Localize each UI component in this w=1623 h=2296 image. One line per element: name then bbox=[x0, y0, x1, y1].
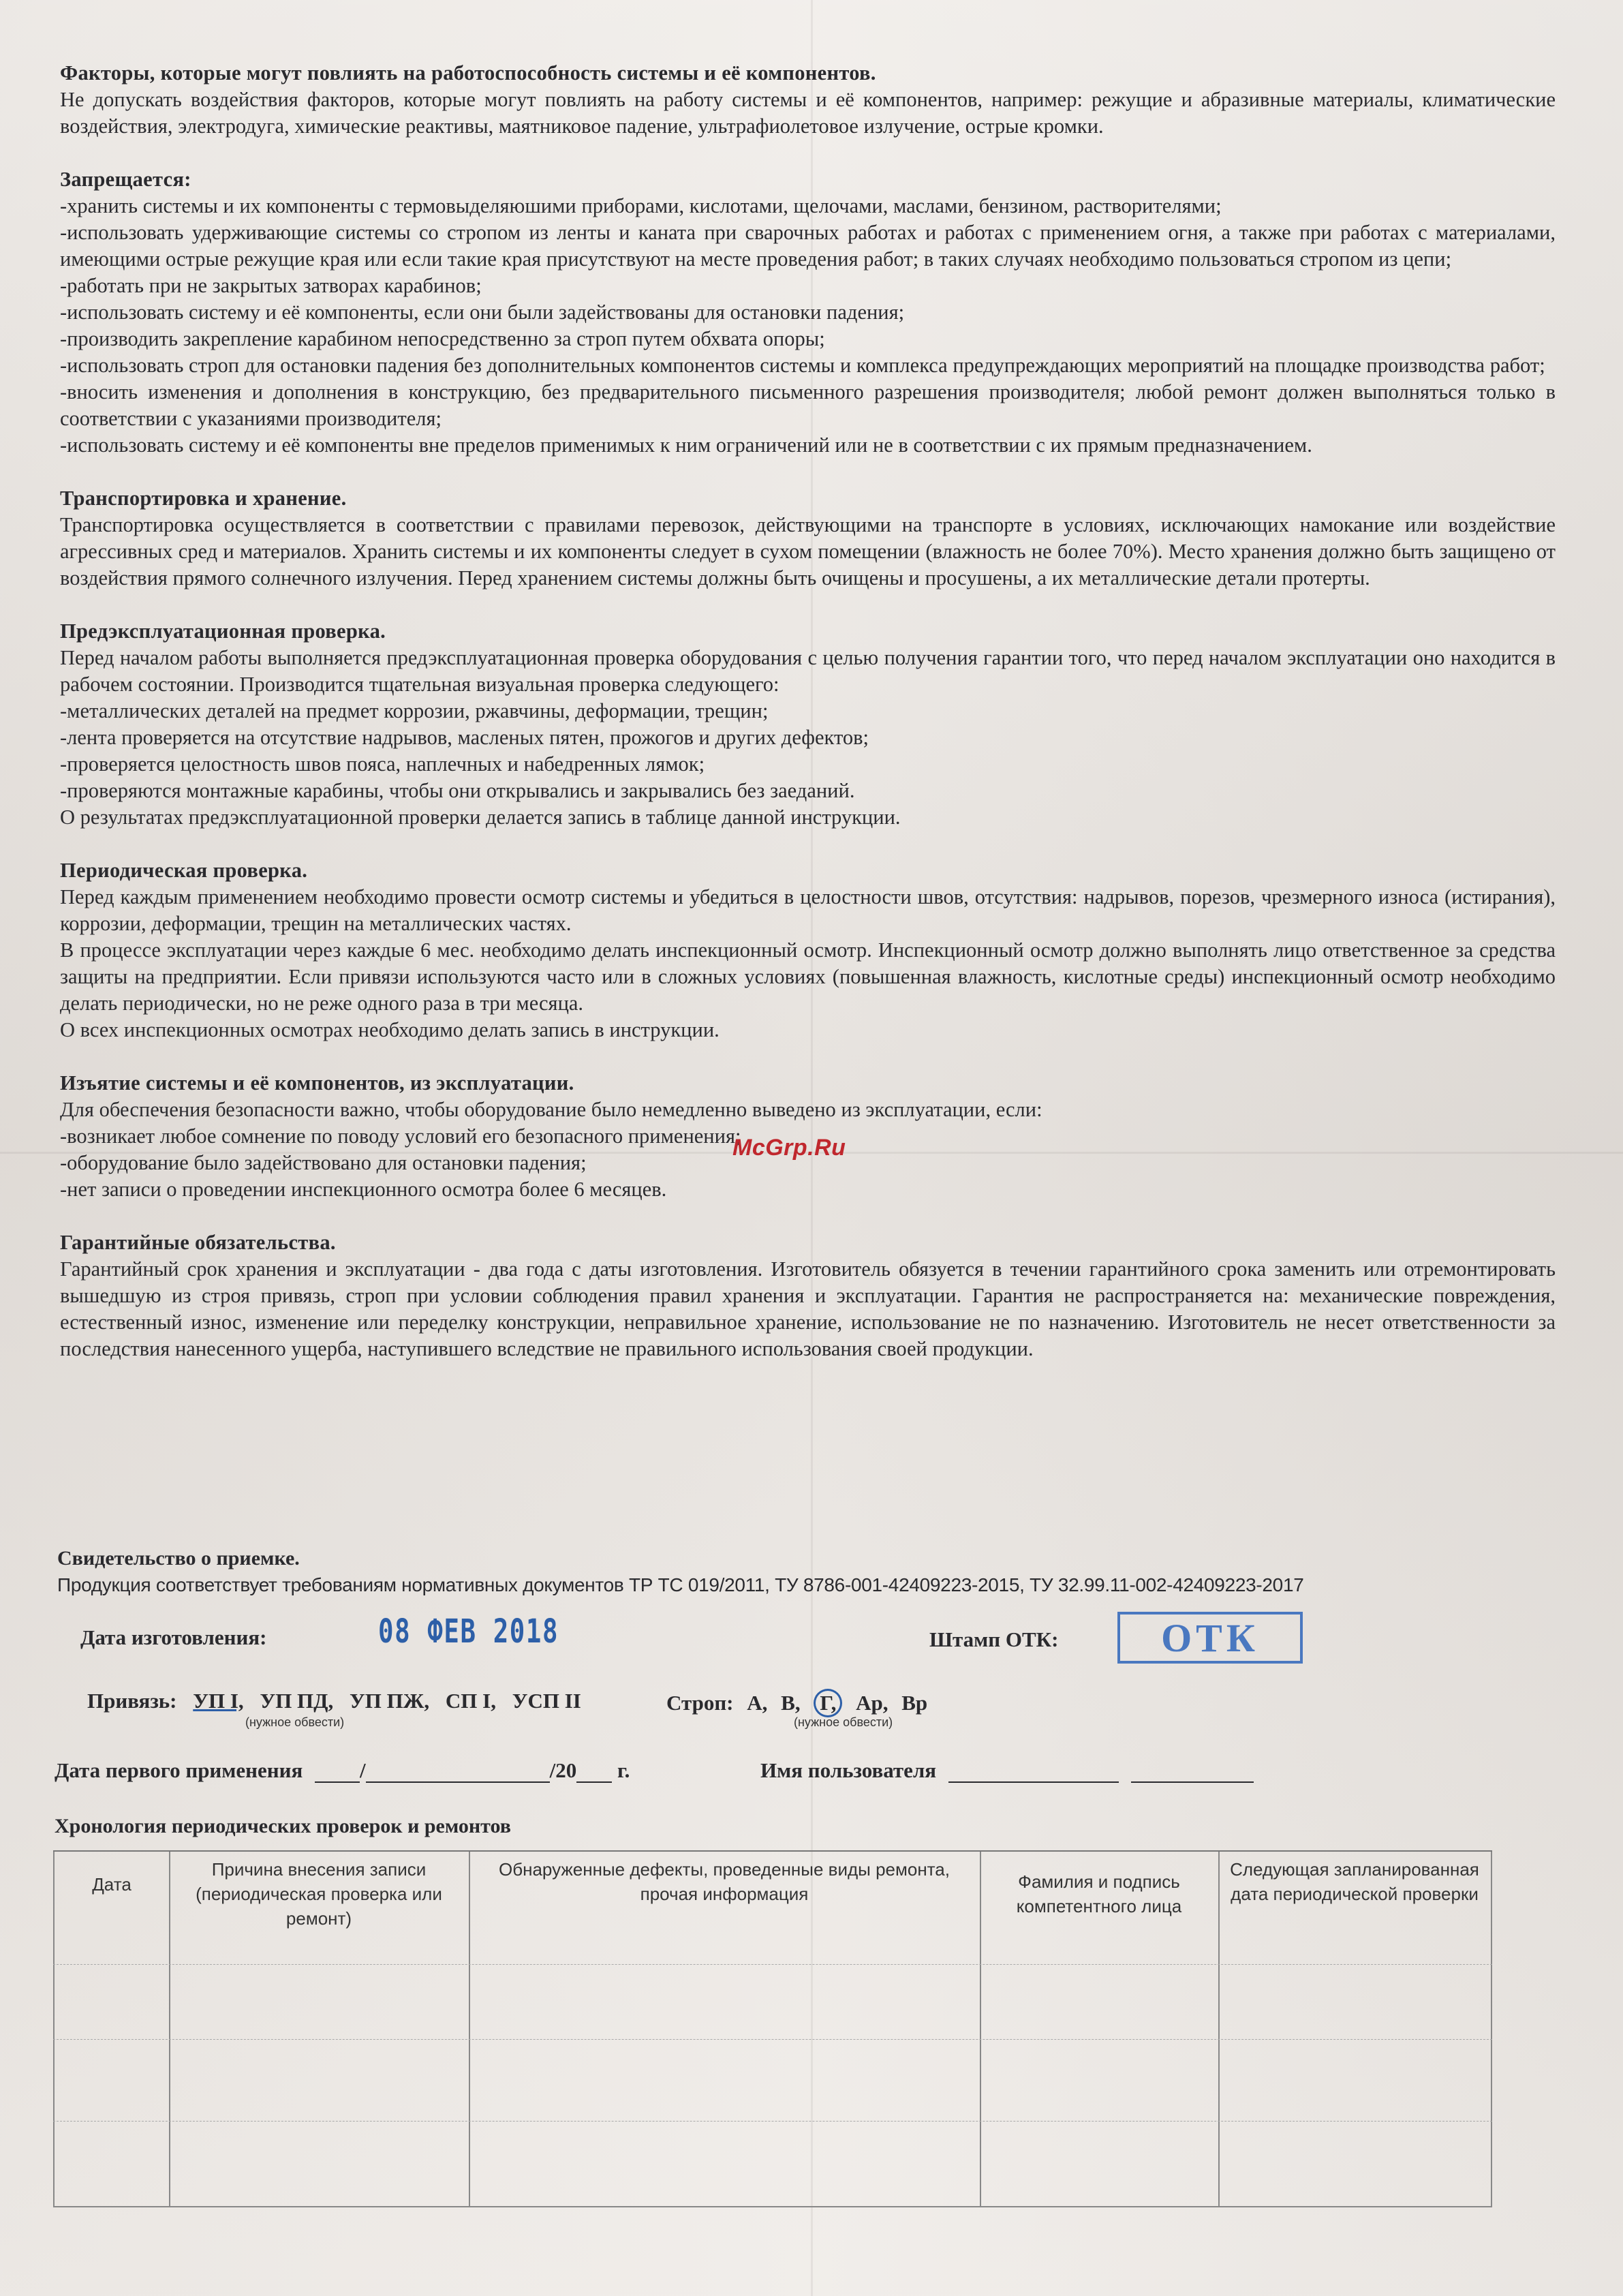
user-name-field[interactable] bbox=[948, 1762, 1119, 1783]
section-title: Факторы, которые могут повлиять на работоспособность системы и её компонентов. bbox=[60, 61, 876, 85]
table-border bbox=[53, 1852, 55, 2206]
otk-stamp: ОТК bbox=[1117, 1612, 1303, 1664]
acceptance-title: Свидетельство о приемке. bbox=[57, 1547, 300, 1570]
section-factors bbox=[60, 60, 1556, 140]
table-border bbox=[469, 1852, 470, 2206]
watermark: McGrp.Ru bbox=[732, 1135, 846, 1161]
list-item: -лента проверяется на отсутствие надрывов, масленых пятен, прожогов и других дефектов; bbox=[60, 726, 869, 749]
day-field[interactable] bbox=[315, 1762, 360, 1783]
lanyard-option[interactable]: В, bbox=[781, 1691, 801, 1715]
harness-option[interactable]: СП I, bbox=[445, 1689, 496, 1713]
otk-label: Штамп ОТК: bbox=[929, 1627, 1059, 1651]
lanyard-options bbox=[666, 1689, 936, 1717]
harness-option[interactable]: УСП II bbox=[512, 1689, 581, 1713]
lanyard-hint: (нужное обвести) bbox=[794, 1715, 893, 1729]
year-suffix: г. bbox=[617, 1758, 630, 1782]
section-title: Изъятие системы и её компонентов, из эксплуатации. bbox=[60, 1071, 574, 1095]
table-row bbox=[53, 2121, 1492, 2122]
table-border bbox=[169, 1852, 170, 2206]
harness-option[interactable]: УП ПД, bbox=[260, 1689, 334, 1713]
table-border bbox=[980, 1852, 981, 2206]
date-stamp: 08 ФЕВ 2018 bbox=[378, 1612, 559, 1651]
list-item: -производить закрепление карабином непосредственно за строп путем обхвата опоры; bbox=[60, 327, 825, 350]
list-item: -использовать строп для остановки падения без дополнительных компонентов системы и комплекса предупреждающих мероприятий на площадке производства работ; bbox=[60, 354, 1545, 377]
section-warranty bbox=[60, 1229, 1556, 1362]
table-row bbox=[53, 2039, 1492, 2040]
year-prefix: /20 bbox=[549, 1758, 577, 1782]
list-item: О результатах предэксплуатационной проверки делается запись в таблице данной инструкции. bbox=[60, 806, 901, 829]
month-field[interactable] bbox=[366, 1762, 550, 1783]
section-pre-use-check bbox=[60, 618, 1556, 831]
harness-option[interactable]: УП I, bbox=[193, 1689, 244, 1713]
list-item: -использовать удерживающие системы со стропом из ленты и каната при сварочных работах и работах с применением огня, а также при работах с материалами, имеющими острые режущие края или если такие края присутствуют на месте проведения работ; в таких случаях необходимо пользоваться стропом из цепи; bbox=[60, 221, 1556, 271]
user-name-row bbox=[760, 1758, 1254, 1783]
section-title: Транспортировка и хранение. bbox=[60, 487, 347, 510]
chronology-title: Хронология периодических проверок и ремонтов bbox=[55, 1815, 511, 1837]
section-title: Периодическая проверка. bbox=[60, 859, 308, 882]
column-header-next-date: Следующая запланированная дата периодической проверки bbox=[1230, 1859, 1479, 1904]
section-prohibited bbox=[60, 166, 1556, 459]
manufacture-date-label: Дата изготовления: bbox=[80, 1625, 267, 1649]
harness-option[interactable]: УП ПЖ, bbox=[350, 1689, 430, 1713]
section-transport bbox=[60, 485, 1556, 592]
acceptance-certificate bbox=[57, 1547, 1556, 1596]
first-use-row bbox=[55, 1758, 630, 1783]
year-field[interactable] bbox=[576, 1762, 612, 1783]
column-header-date: Дата bbox=[92, 1874, 132, 1895]
section-periodic-check bbox=[60, 857, 1556, 1043]
list-item: -хранить системы и их компоненты с термовыделяюшими приборами, кислотами, щелочами, маслами, бензином, растворителями; bbox=[60, 194, 1222, 217]
section-text: Не допускать воздействия факторов, которые могут повлиять на работу системы и её компонентов, например: режущие и абразивные материалы, климатические воздействия, электродуга, химические реактивы, маятниковое падение, ультрафиолетовое излучение, острые кромки. bbox=[60, 88, 1556, 138]
section-title: Предэксплуатационная проверка. bbox=[60, 619, 386, 643]
acceptance-text: Продукция соответствует требованиям нормативных документов ТР ТС 019/2011, ТУ 8786-001-42409223-2015, ТУ 32.99.11-002-42409223-2017 bbox=[57, 1574, 1304, 1595]
list-item: -возникает любое сомнение по поводу условий его безопасного применения; bbox=[60, 1124, 741, 1148]
date-separator: / bbox=[360, 1758, 366, 1782]
table-border bbox=[1491, 1852, 1492, 2206]
user-name-label: Имя пользователя bbox=[760, 1758, 937, 1782]
list-item: -работать при не закрытых затворах карабинов; bbox=[60, 274, 482, 297]
list-item: -проверяются монтажные карабины, чтобы они открывались и закрывались без заеданий. bbox=[60, 779, 855, 802]
instructions-body bbox=[60, 60, 1556, 1389]
lanyard-option[interactable]: А, bbox=[747, 1691, 768, 1715]
list-item: Для обеспечения безопасности важно, чтобы оборудование было немедленно выведено из эксплуатации, если: bbox=[60, 1098, 1042, 1121]
section-title: Гарантийные обязательства. bbox=[60, 1231, 336, 1254]
list-item: -нет записи о проведении инспекционного осмотра более 6 месяцев. bbox=[60, 1178, 667, 1201]
column-header-signature: Фамилия и подпись компетентного лица bbox=[1016, 1871, 1182, 1916]
table-border bbox=[1218, 1852, 1220, 2206]
list-item: Перед началом работы выполняется предэксплуатационная проверка оборудования с целью получения гарантии того, что перед началом эксплуатации оно находится в рабочем состоянии. Производится тщательная визуальная проверка следующего: bbox=[60, 646, 1556, 696]
column-header-defects: Обнаруженные дефекты, проведенные виды ремонта, прочая информация bbox=[499, 1859, 950, 1904]
list-item: -вносить изменения и дополнения в конструкцию, без предварительного письменного разрешения производителя; любой ремонт должен выполняться только в соответствии с указаниями производителя; bbox=[60, 380, 1556, 430]
lanyard-option[interactable]: Ар, bbox=[856, 1691, 888, 1715]
harness-hint: (нужное обвести) bbox=[245, 1715, 345, 1729]
list-item: -металлических деталей на предмет коррозии, ржавчины, деформации, трещин; bbox=[60, 699, 769, 722]
lanyard-label: Строп: bbox=[666, 1691, 734, 1715]
list-item: Перед каждым применением необходимо провести осмотр системы и убедиться в целостности швов, отсутствия: надрывов, порезов, чрезмерного износа (истирания), коррозии, деформации, трещин на металлических частях. bbox=[60, 885, 1556, 935]
harness-label: Привязь: bbox=[87, 1689, 177, 1713]
list-item: -оборудование было задействовано для остановки падения; bbox=[60, 1151, 587, 1174]
lanyard-option-selected[interactable]: Г, bbox=[814, 1689, 842, 1717]
column-header-reason: Причина внесения записи (периодическая проверка или ремонт) bbox=[196, 1859, 442, 1929]
list-item: В процессе эксплуатации через каждые 6 мес. необходимо делать инспекционный осмотр. Инспекционный осмотр должно выполнять лицо ответственное за средства защиты на предприятии. Если привязи используются часто или в сложных условиях (повышенная влажность, кислотные среды) инспекционный осмотр необходимо делать периодически, но не реже одного раза в три месяца. bbox=[60, 938, 1556, 1015]
user-signature-field[interactable] bbox=[1131, 1762, 1254, 1783]
list-item: -использовать систему и её компоненты вне пределов применимых к ним ограничений или не в соответствии с их прямым предназначением. bbox=[60, 433, 1312, 457]
first-use-label: Дата первого применения bbox=[55, 1758, 303, 1782]
list-item: О всех инспекционных осмотрах необходимо делать запись в инструкции. bbox=[60, 1018, 720, 1041]
list-item: -использовать систему и её компоненты, если они были задействованы для остановки падения; bbox=[60, 301, 905, 324]
lanyard-option[interactable]: Вр bbox=[901, 1691, 928, 1715]
table-row bbox=[53, 1964, 1492, 1965]
section-text: Транспортировка осуществляется в соответствии с правилами перевозок, действующими на транспорте в условиях, исключающих намокание или воздействие агрессивных сред и материалов. Хранить системы и их компоненты следует в сухом помещении (влажность не более 70%). Место хранения должно быть защищено от воздействия прямого солнечного излучения. Перед хранением системы должны быть очищены и просушены, а их металлические детали протерты. bbox=[60, 513, 1556, 590]
section-title: Запрещается: bbox=[60, 168, 191, 191]
list-item: -проверяется целостность швов пояса, наплечных и набедренных лямок; bbox=[60, 752, 705, 776]
chronology-table bbox=[53, 1850, 1492, 2207]
harness-options bbox=[87, 1689, 592, 1713]
section-text: Гарантийный срок хранения и эксплуатации - два года с даты изготовления. Изготовитель обязуется в течении гарантийного срока заменить или отремонтировать вышедшую из строя привязь, строп при условии соблюдения правил хранения и эксплуатации. Гарантия не распространяется на: механические повреждения, естественный износ, изменение или переделку конструкции, неправильное хранение, использование не по назначению. Изготовитель не несет ответственности за последствия нанесенного ущерба, наступившего вследствие не правильного использования своей продукции. bbox=[60, 1257, 1556, 1360]
